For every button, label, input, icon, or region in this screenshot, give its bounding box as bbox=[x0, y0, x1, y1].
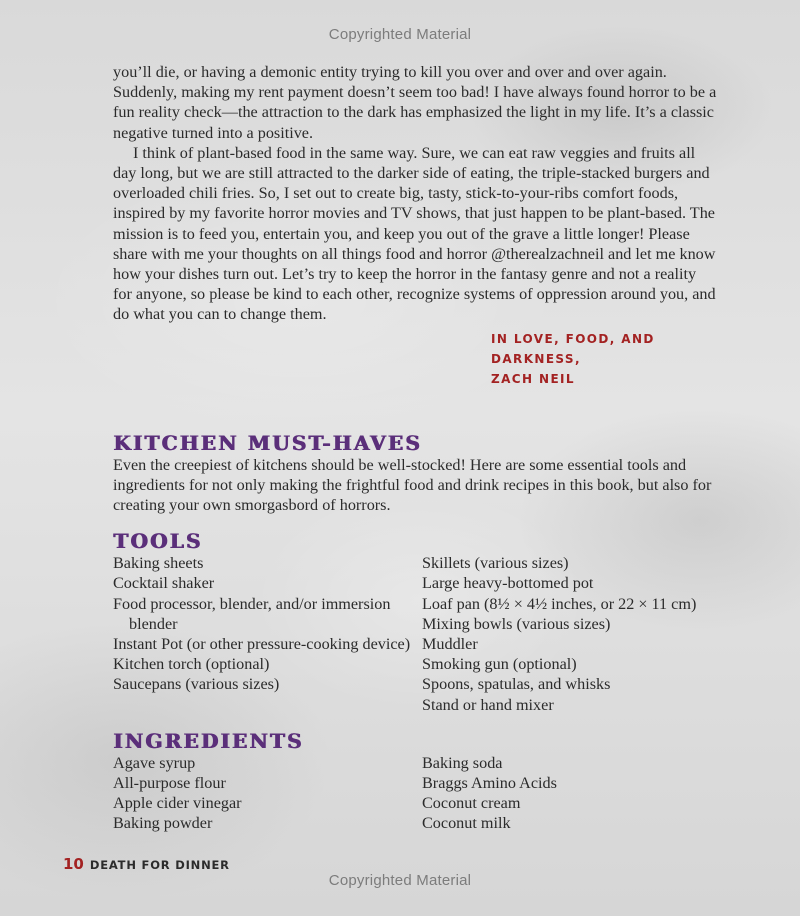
list-item: Food processor, blender, and/or immersion blender bbox=[113, 594, 391, 633]
intro-paragraph-1: you’ll die, or having a demonic entity trying to kill you over and over and over again. Suddenly, making my rent payment doesn’t seem too bad! I have always found horror to be a fun reality check—the attraction to the dark has emphasized the light in my life. It’s a classic negative turned into a positive. bbox=[113, 63, 717, 142]
list-item: Agave syrup bbox=[113, 753, 196, 772]
list-item: Loaf pan (8½ × 4½ inches, or 22 × 11 cm) bbox=[422, 594, 697, 613]
list-item: Coconut milk bbox=[422, 814, 511, 833]
list-item: Braggs Amino Acids bbox=[422, 774, 557, 793]
ingredients-heading: INGREDIENTS bbox=[113, 728, 304, 753]
kitchen-must-haves-heading: KITCHEN MUST-HAVES bbox=[113, 430, 422, 455]
list-item: All-purpose flour bbox=[113, 774, 226, 793]
ingredients-column-left bbox=[113, 753, 422, 834]
kitchen-intro-paragraph: Even the creepiest of kitchens should be well-stocked! Here are some essential tools and ingredients for not only making the frightful food and drink recipes in this book, but also for creating your own smorgasbord of horrors. bbox=[113, 455, 712, 515]
running-book-title: DEATH FOR DINNER bbox=[89, 858, 230, 872]
list-item: Baking soda bbox=[422, 753, 503, 772]
page-content bbox=[113, 62, 717, 834]
list-item: Mixing bowls (various sizes) bbox=[422, 614, 611, 633]
signoff-author: ZACH NEIL bbox=[491, 371, 575, 386]
list-item: Coconut cream bbox=[422, 794, 521, 813]
list-item: Large heavy-bottomed pot bbox=[422, 574, 594, 593]
page-footer bbox=[63, 854, 230, 873]
page-number: 10 bbox=[63, 855, 84, 873]
copyright-watermark-top: Copyrighted Material bbox=[328, 26, 472, 43]
list-item: Kitchen torch (optional) bbox=[113, 655, 270, 674]
list-item: Skillets (various sizes) bbox=[422, 554, 569, 573]
signoff bbox=[491, 329, 717, 389]
tools-column-left bbox=[113, 553, 422, 715]
list-item: Cocktail shaker bbox=[113, 574, 215, 593]
ingredients-column-right bbox=[422, 753, 717, 834]
list-item: Muddler bbox=[422, 635, 478, 654]
list-item: Spoons, spatulas, and whisks bbox=[422, 675, 611, 694]
list-item: Stand or hand mixer bbox=[422, 695, 554, 714]
list-item: Saucepans (various sizes) bbox=[113, 675, 280, 694]
list-item: Baking powder bbox=[113, 814, 213, 833]
list-item: Baking sheets bbox=[113, 554, 204, 573]
tools-heading: TOOLS bbox=[113, 529, 203, 554]
intro-paragraph-2: I think of plant-based food in the same way. Sure, we can eat raw veggies and fruits all day long, but we are still attracted to the darker side of eating, the triple-stacked burgers and overloaded chili fries. So, I set out to create big, tasty, stick-to-your-ribs comfort foods, inspired by my favorite horror movies and TV shows, that just happen to be plant-based. The mission is to feed you, entertain you, and keep you out of the grave a little longer! Please share with me your thoughts on all things food and horror @therealzachneil and let me know how your dishes turn out. Let’s try to keep the horror in the fantasy genre and not a reality for anyone, so please be kind to each other, recognize systems of oppression around you, and do what you can to change them. bbox=[113, 143, 716, 324]
copyright-watermark-bottom: Copyrighted Material bbox=[328, 872, 472, 889]
list-item: Smoking gun (optional) bbox=[422, 655, 577, 674]
tools-list bbox=[113, 553, 717, 715]
list-item: Instant Pot (or other pressure-cooking device) bbox=[113, 635, 411, 654]
signoff-line-1: IN LOVE, FOOD, AND DARKNESS, bbox=[491, 331, 655, 366]
list-item: Apple cider vinegar bbox=[113, 794, 242, 813]
tools-column-right bbox=[422, 553, 717, 715]
ingredients-list bbox=[113, 753, 717, 834]
